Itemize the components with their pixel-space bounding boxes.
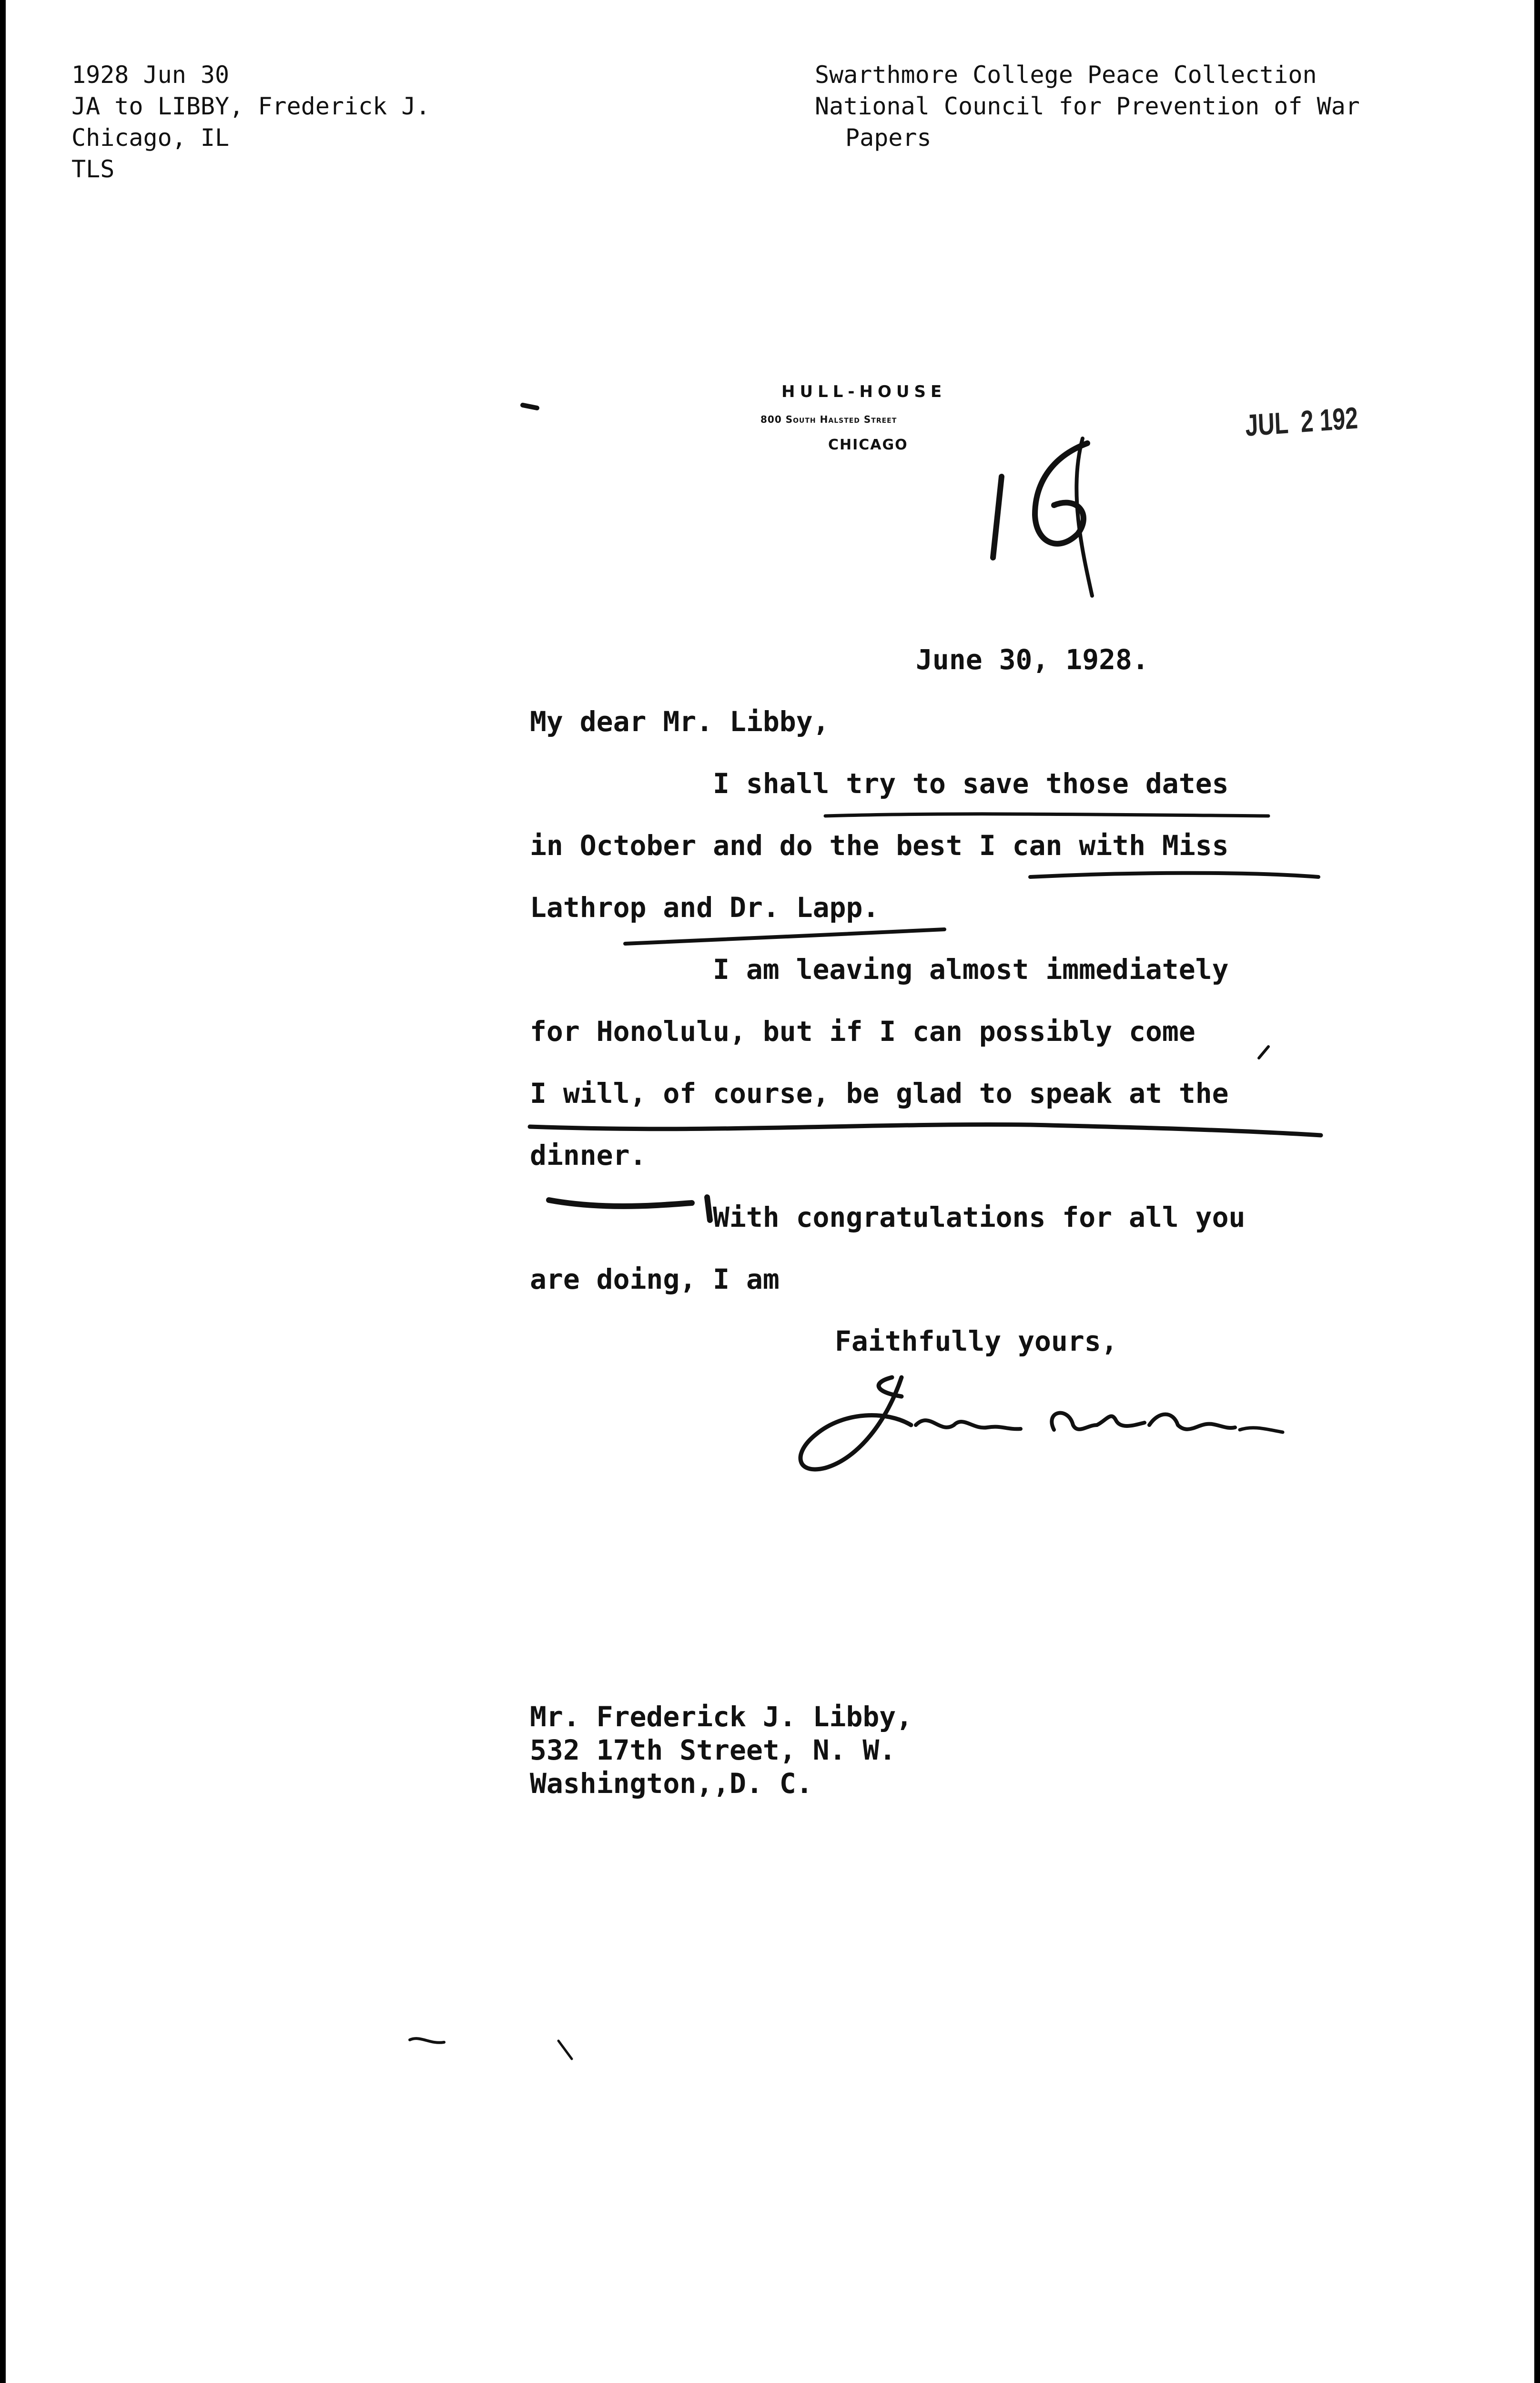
archive-series: National Council for Prevention of War [815,92,1360,120]
stray-mark-bottom-1 [410,2038,444,2043]
letterhead-name: HULL-HOUSE [781,382,947,401]
bracket-dinner [549,1197,710,1220]
comma-mark [1259,1047,1268,1058]
archive-place: Chicago, IL [71,124,230,152]
received-date-stamp: JUL 2 192 [1245,400,1359,443]
letter-line-9: are doing, I am [530,1263,780,1295]
handwriting-layer [6,0,1534,2383]
letter-line-2: in October and do the best I can with Miss [530,829,1229,862]
letter-line-8: With congratulations for all you [713,1201,1246,1233]
archive-date: 1928 Jun 30 [71,61,230,89]
letter-line-4: I am leaving almost immediately [713,953,1229,986]
letter-line-5: for Honolulu, but if I can possibly come [530,1015,1196,1048]
recipient-name: Mr. Frederick J. Libby, [530,1701,913,1733]
underline-glad-to-speak [530,1125,1321,1135]
stray-mark-left [523,405,537,408]
letter-line-7: dinner. [530,1139,647,1171]
letter-salutation: My dear Mr. Libby, [530,705,830,738]
underline-i-can-with-miss [1030,873,1318,877]
underline-save-dates [825,814,1268,816]
stray-mark-bottom-2 [558,2041,572,2059]
letter-line-3: Lathrop and Dr. Lapp. [530,891,880,924]
letter-page [6,0,1534,2383]
underline-lathrop-lapp [625,929,944,944]
letterhead-address: 800 South Halsted Street [760,414,897,425]
recipient-street: 532 17th Street, N. W. [530,1734,896,1766]
archive-collection: Swarthmore College Peace Collection [815,61,1317,89]
signature-image [800,1377,1283,1469]
archive-correspondents: JA to LIBBY, Frederick J. [71,92,430,120]
handwritten-number-mark [993,438,1092,596]
recipient-city: Washington,,D. C. [530,1767,813,1800]
letter-line-1: I shall try to save those dates [713,767,1229,800]
archive-series-cont: Papers [845,124,932,152]
archive-doc-type: TLS [71,155,115,183]
letter-date: June 30, 1928. [916,643,1149,676]
letterhead-city: CHICAGO [828,437,908,453]
letter-line-6: I will, of course, be glad to speak at the [530,1077,1229,1110]
letter-closing: Faithfully yours, [835,1325,1118,1357]
